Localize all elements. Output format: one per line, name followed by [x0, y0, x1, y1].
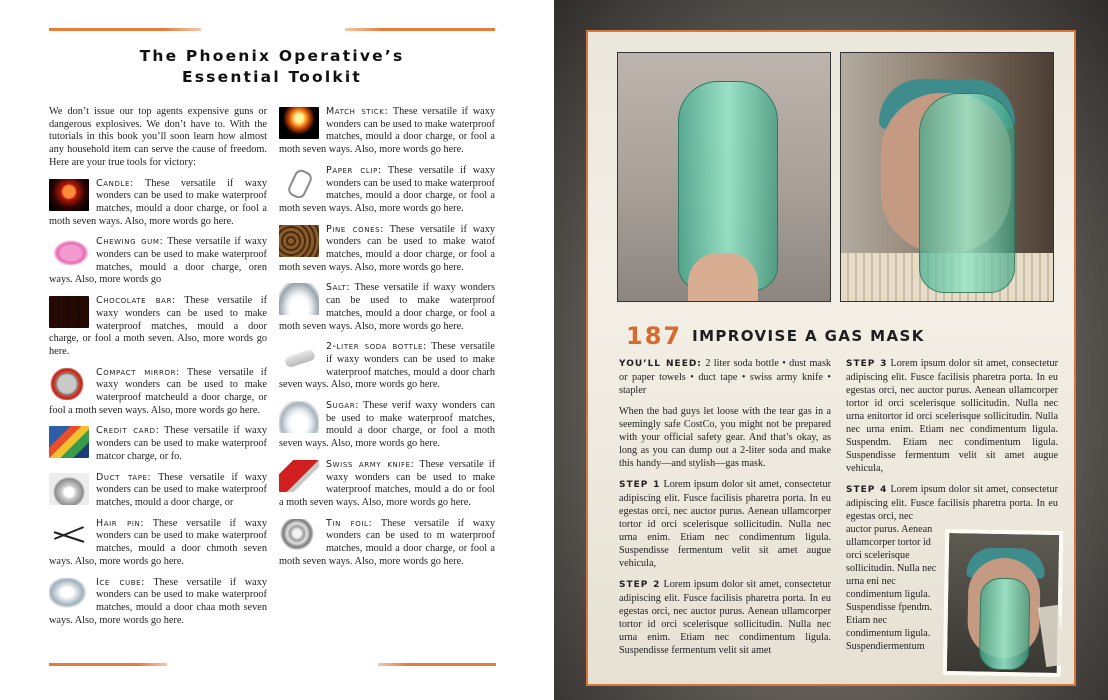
item-name: Chocolate bar: [96, 295, 176, 307]
hand-shape [688, 253, 758, 302]
top-right-rule [345, 28, 495, 31]
top-left-rule [49, 28, 201, 31]
project-heading [626, 322, 1046, 350]
item-desc: These versatile if waxy wonders can be used to make waterproof matches, mould a door chaa moth seven ways. Also, more words go here. [49, 576, 267, 626]
item-name: Swiss army knife: [326, 458, 415, 470]
toolkit-item [279, 224, 495, 275]
bottle-photo [617, 52, 831, 302]
item-name: Pine cones: [326, 223, 384, 235]
bottom-left-rule [49, 663, 167, 666]
item-desc: These versatile if waxy wonders can be used to make watof matches, mould a door charge, or fool a moth seven ways. Also, more words go here. [279, 223, 496, 273]
project-title: IMPROVISE A GAS MASK [692, 327, 925, 345]
item-desc: These versatile if waxy wonders can be used to make waterproof matcor charge, or fo. [96, 425, 268, 462]
item-desc: These versatile if waxy wonders can be used to make waterproof matches, mould a door charge, or fool a moth seven ways. Also, more words go here. [49, 177, 268, 227]
item-desc: These versatile if waxy wonders can be used to make waterproof matches, mould a door charge, or fool a moth seven ways. Also, more words go here. [279, 106, 495, 156]
toolkit-item [279, 282, 495, 333]
step-label: STEP 3 [846, 359, 888, 369]
chocolate-bar-icon [49, 296, 89, 328]
item-desc: These versatile if waxy wonders can be used to make waterproof matches, mould a door charge, oren ways. Also, more words go [49, 236, 267, 286]
pine-cones-icon [279, 225, 319, 257]
item-name: Ice cube: [96, 576, 145, 588]
ice-cube-icon [49, 578, 89, 610]
toolkit-item [279, 400, 495, 451]
item-desc: These versatile if waxy wonders can be used to make waterproof matcheuld a door charge, or fool a moth seven ways. Also, more words go here. [49, 366, 268, 416]
item-desc: These versatile if waxy wonders can be used to make waterproof matches, mould a door charge, or [96, 471, 268, 508]
item-name: Candle: [96, 177, 134, 189]
step-2 [619, 578, 831, 657]
project-number: 187 [626, 322, 683, 350]
worn-bottle-mask-shape [979, 578, 1031, 671]
step-text: Lorem ipsum dolor sit amet, consectetur adipiscing elit. Fusce facilisis pharetra porta. In eu egestas orci, nec [846, 484, 1058, 522]
item-desc: These versatile if waxy wonders can be used to make waterproof matches, mould a door charh seven ways. Also, more words go here. [279, 341, 495, 391]
tin-foil-icon [279, 519, 319, 551]
toolkit-item [279, 106, 495, 157]
project-intro: When the bad guys let loose with the tear gas in a seemingly safe CostCo, you might not be prepared with your official safety gear. And that’s okay, as long as you can dump out a 2-liter soda and make this handy—and stylish—gas mask. [619, 406, 831, 469]
step-3 [846, 357, 1058, 475]
item-name: Sugar: [326, 400, 360, 412]
bottom-right-rule [378, 663, 496, 666]
toolkit-item [49, 295, 267, 359]
you-need-text: 2 liter soda bottle • dust mask or paper towels • duct tape • swiss army knife • stapler [619, 358, 832, 396]
step-label: STEP 2 [619, 580, 661, 590]
item-name: Match stick: [326, 106, 389, 117]
item-desc: These versatile if waxy wonders can be used to make waterproof matches, mould a door charge, or fool a moth seven. Also, more words go here. [49, 295, 267, 357]
paper-clip-icon [279, 166, 319, 198]
worn-bottle-mask-shape [919, 93, 1015, 293]
you-need-label: YOU’LL NEED: [619, 359, 702, 369]
item-desc: These verif waxy wonders can be used to make waterproof matches, mould a door charge, or fool a moth seven ways. Also, more words go here. [279, 400, 495, 450]
step-text: Lorem ipsum dolor sit amet, consectetur adipiscing elit. Fusce facilisis pharetra porta. In eu egestas orci, nec auctor purus. Aenean ullamcorper tortor id orci scelerisque sollicitudin. Nulla nec urna enitortor id orci scelerisque sollicitudin. Nulla nec urna enim. Etiam nec condimentum ligula. Suspendm. Etiam nec condimentum ligula. Suspendisse fermentum velit sit amet augue vehicula, [846, 358, 1058, 474]
match-stick-icon [279, 107, 319, 139]
soda-bottle-icon [279, 342, 319, 374]
toolkit-item [49, 367, 267, 418]
item-name: Salt: [326, 282, 351, 294]
swiss-army-knife-icon [279, 460, 319, 492]
item-desc: These versatile if waxy wonders can be used to make waterproof matches, mould a do or fool a moth seven ways. Also, more words go here. [279, 458, 496, 508]
candle-icon [49, 179, 89, 211]
toolkit-column-1 [49, 106, 267, 635]
item-name: 2-liter soda bottle: [326, 341, 427, 353]
toolkit-intro: We don’t issue our top agents expensive guns or dangerous explosives. We don’t have to. With the tutorials in this book you’ll soon learn how almost any household item can serve the cause of freedom. Here are your true tools for victory: [49, 106, 267, 168]
item-name: Credit card: [96, 425, 160, 437]
toolkit-item [279, 518, 495, 569]
instructions-column-1 [619, 357, 831, 665]
item-desc: These versatile if waxy wonders can be used to make waterproof matches, mould a door charge, or fool a moth seven ways. Also, more words go here. [279, 164, 495, 214]
step-text: Lorem ipsum dolor sit amet, consectetur adipiscing elit. Fusce facilisis pharetra porta. In eu egestas orci, nec auctor purus. Aenean ullamcorper tortor id orci scelerisque sollicitudin. Nulla nec urna enim. Etiam nec condimentum ligula. Suspendisse fermentum velit sit amet [619, 579, 831, 656]
toolkit-item [49, 472, 267, 510]
step-text-narrow: auctor purus. Aenean ullamcorper tortor id orci scelerisque sollicitudin. Nulla nec urna eni nec condimentum ligula. Suspendisse fpendm. Etiam nec condimentum ligula. Suspendiermentum [846, 524, 937, 652]
salt-icon [279, 283, 319, 315]
item-name: Chewing gum: [96, 236, 164, 248]
page-title-line2: Essential Toolkit [181, 68, 363, 86]
toolkit-column-2 [279, 106, 495, 577]
you-need [619, 357, 831, 397]
step-text: Lorem ipsum dolor sit amet, consectetur adipiscing elit. Fusce facilisis pharetra porta. In eu egestas orci, nec auctor purus. Aenean ullamcorper tortor id orci scelerisque sollicitudin. Nulla nec urna enim. Etiam nec condimentum ligula. Suspendisse fermentum velit sit amet augue vehicula, [619, 479, 831, 569]
mask-wearer-photo [840, 52, 1054, 302]
item-name: Compact mirror: [96, 366, 180, 378]
toolkit-item [279, 341, 495, 392]
item-desc: These versatile if waxy wonders can be used to m waterproof matches, mould a door charge, or fool a moth seven ways. Also, more words go here. [279, 517, 495, 567]
toolkit-item [279, 165, 495, 216]
toolkit-item [49, 518, 267, 569]
item-desc: These versatile if waxy wonders can be used to make waterproof matches, mould a door chmoth seven ways. Also, more words go here. [49, 517, 268, 567]
item-name: Duct tape: [96, 471, 152, 483]
toolkit-item [49, 425, 267, 463]
page-title-line1: The Phoenix Operative’s [139, 47, 405, 65]
item-name: Paper clip: [326, 164, 382, 176]
sugar-icon [279, 401, 319, 433]
step-label: STEP 4 [846, 485, 888, 495]
item-desc: These versatile if waxy wonders can be used to make waterproof matches, mould a door charge, or fool a moth seven ways. Also, more words go here. [279, 282, 495, 332]
toolkit-item [49, 236, 267, 287]
step-1 [619, 478, 831, 570]
step-label: STEP 1 [619, 480, 661, 490]
toolkit-item [49, 178, 267, 229]
hair-pin-icon [49, 519, 89, 551]
chewing-gum-icon [49, 237, 89, 269]
item-name: Tin foil: [326, 517, 373, 529]
item-name: Hair pin: [96, 517, 145, 529]
toolkit-item [49, 577, 267, 628]
credit-card-icon [49, 426, 89, 458]
compact-mirror-icon [49, 368, 89, 400]
toolkit-item [279, 459, 495, 510]
duct-tape-icon [49, 473, 89, 505]
page-title [49, 46, 495, 88]
